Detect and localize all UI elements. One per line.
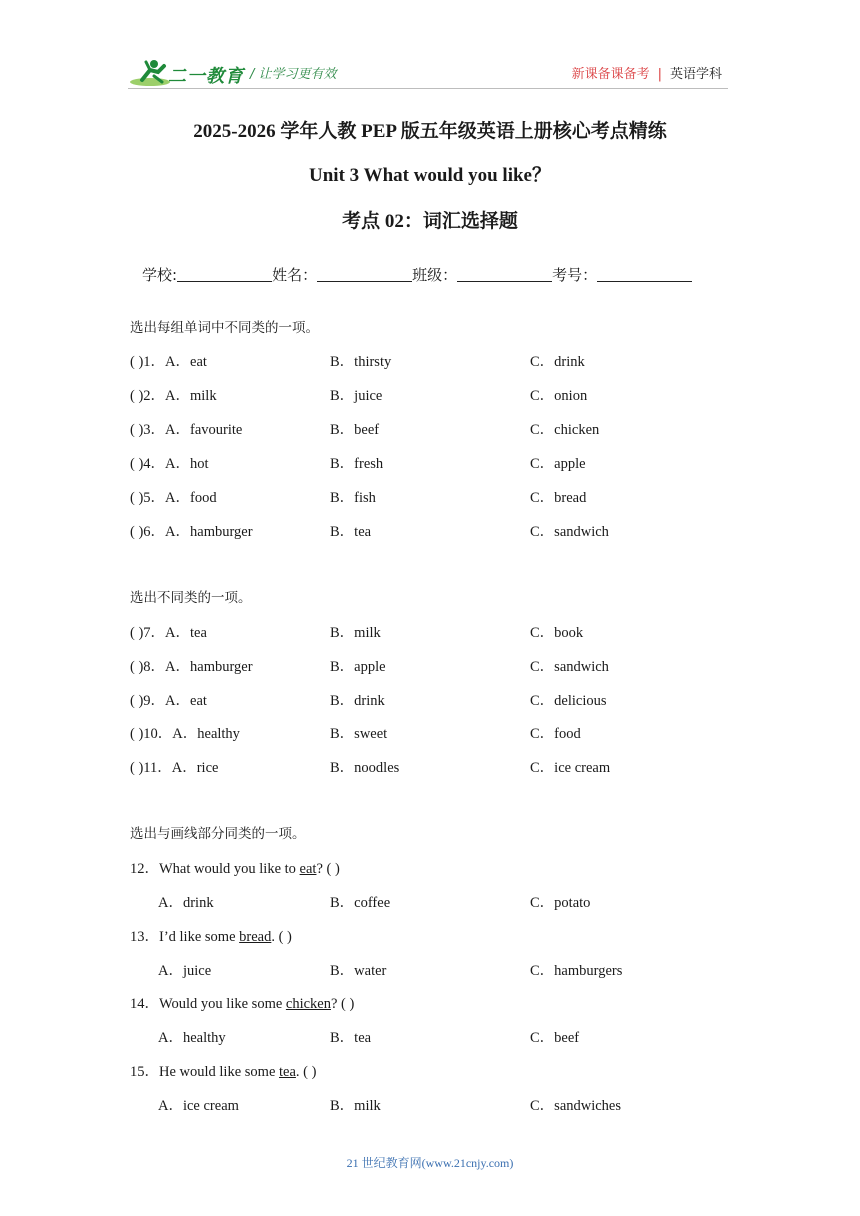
option-c: C．drink	[530, 354, 585, 370]
question-row	[130, 756, 730, 776]
stem-text: 13．I’d like some	[130, 929, 240, 945]
name-blank[interactable]	[317, 267, 412, 282]
question-row	[130, 655, 730, 675]
option-c: C．bread	[530, 490, 587, 506]
question-row	[130, 350, 730, 370]
topic-title: 考点 02：词汇选择题	[342, 211, 518, 232]
header-right	[572, 63, 722, 82]
class-blank[interactable]	[457, 267, 552, 282]
option-a: A．healthy	[158, 1030, 226, 1046]
question-a: ( )8．A．hamburger	[130, 659, 253, 675]
header-divider	[128, 88, 728, 89]
name-label: 姓名：	[272, 266, 318, 284]
underlined-word: chicken	[285, 996, 331, 1012]
option-b: B．coffee	[330, 895, 391, 911]
stem-tail: ? ( )	[316, 861, 340, 877]
option-b: B．beef	[330, 422, 380, 438]
question-a: ( )6．A．hamburger	[130, 524, 253, 540]
question-stem	[130, 925, 292, 946]
underlined-word: eat	[299, 861, 317, 877]
option-c: C．onion	[530, 388, 588, 404]
section3-instruction: 选出与画线部分同类的一项。	[130, 826, 306, 842]
question-row	[130, 722, 730, 742]
option-b: B．water	[330, 963, 387, 979]
option-c: C．delicious	[530, 693, 607, 709]
options-row	[158, 1094, 758, 1114]
option-b: B．drink	[330, 693, 385, 709]
option-b: B．tea	[330, 524, 372, 540]
question-row	[130, 486, 730, 506]
option-a: A．drink	[158, 895, 214, 911]
question-row	[130, 520, 730, 540]
option-b: B．juice	[330, 388, 383, 404]
stem-tail: ? ( )	[331, 996, 355, 1012]
option-a: A．ice cream	[158, 1098, 239, 1114]
options-row	[158, 959, 758, 979]
underlined-word: bread	[239, 929, 272, 945]
question-a: ( )2．A．milk	[130, 388, 217, 404]
question-a: ( )1．A．eat	[130, 354, 207, 370]
question-a: ( )4．A．hot	[130, 456, 209, 472]
question-row	[130, 384, 730, 404]
option-b: B．sweet	[330, 726, 388, 742]
page-header	[0, 58, 860, 92]
option-c: C．sandwich	[530, 524, 609, 540]
question-stem	[130, 992, 354, 1013]
footer-link[interactable]: 21 世纪教育网(www.21cnjy.com)	[346, 1156, 514, 1170]
question-stem	[130, 1060, 316, 1081]
option-c: C．potato	[530, 895, 591, 911]
question-a: ( )3．A．favourite	[130, 422, 243, 438]
class-label: 班级：	[412, 266, 458, 284]
logo-text: 二一教育	[168, 66, 244, 87]
stem-tail: . ( )	[295, 1064, 317, 1080]
option-c: C．apple	[530, 456, 586, 472]
question-row	[130, 689, 730, 709]
question-row	[130, 452, 730, 472]
header-tagline: 新课备课备考	[571, 67, 650, 82]
doc-title: 2025-2026 学年人教 PEP 版五年级英语上册核心考点精练	[193, 121, 667, 142]
stem-text: 15．He would like some	[130, 1064, 280, 1080]
unit-title: Unit 3 What would you like？	[309, 165, 551, 186]
option-b: B．fish	[330, 490, 376, 506]
question-a: ( )10．A．healthy	[130, 726, 240, 742]
student-info-line	[142, 264, 692, 285]
section1-instruction: 选出每组单词中不同类的一项。	[130, 320, 319, 336]
stem-text: 12．What would you like to	[130, 861, 300, 877]
options-row	[158, 1026, 758, 1046]
header-subject: 英语学科	[669, 67, 722, 82]
question-row	[130, 418, 730, 438]
option-b: B．thirsty	[330, 354, 392, 370]
header-separator: |	[657, 67, 662, 82]
option-b: B．fresh	[330, 456, 384, 472]
option-a: A．juice	[158, 963, 212, 979]
option-b: B．milk	[330, 625, 381, 641]
question-a: ( )9．A．eat	[130, 693, 207, 709]
option-b: B．noodles	[330, 760, 400, 776]
section2-instruction: 选出不同类的一项。	[130, 590, 252, 606]
underlined-word: tea	[279, 1064, 296, 1080]
question-stem	[130, 857, 340, 878]
question-a: ( )5．A．food	[130, 490, 217, 506]
exam-no-blank[interactable]	[597, 267, 692, 282]
options-row	[158, 891, 758, 911]
option-c: C．sandwich	[530, 659, 609, 675]
question-row	[130, 621, 730, 641]
question-a: ( )11．A．rice	[130, 760, 219, 776]
option-b: B．tea	[330, 1030, 372, 1046]
slogan: / 让学习更有效	[250, 67, 337, 82]
option-c: C．hamburgers	[530, 963, 623, 979]
option-c: C．ice cream	[530, 760, 611, 776]
option-c: C．sandwiches	[530, 1098, 622, 1114]
exam-no-label: 考号：	[552, 266, 598, 284]
option-c: C．book	[530, 625, 584, 641]
option-b: B．apple	[330, 659, 386, 675]
option-c: C．beef	[530, 1030, 580, 1046]
option-c: C．chicken	[530, 422, 600, 438]
stem-text: 14．Would you like some	[130, 996, 286, 1012]
stem-tail: . ( )	[271, 929, 292, 945]
option-c: C．food	[530, 726, 581, 742]
school-blank[interactable]	[177, 267, 272, 282]
option-b: B．milk	[330, 1098, 381, 1114]
school-label: 学校:	[142, 266, 178, 284]
question-a: ( )7．A．tea	[130, 625, 207, 641]
